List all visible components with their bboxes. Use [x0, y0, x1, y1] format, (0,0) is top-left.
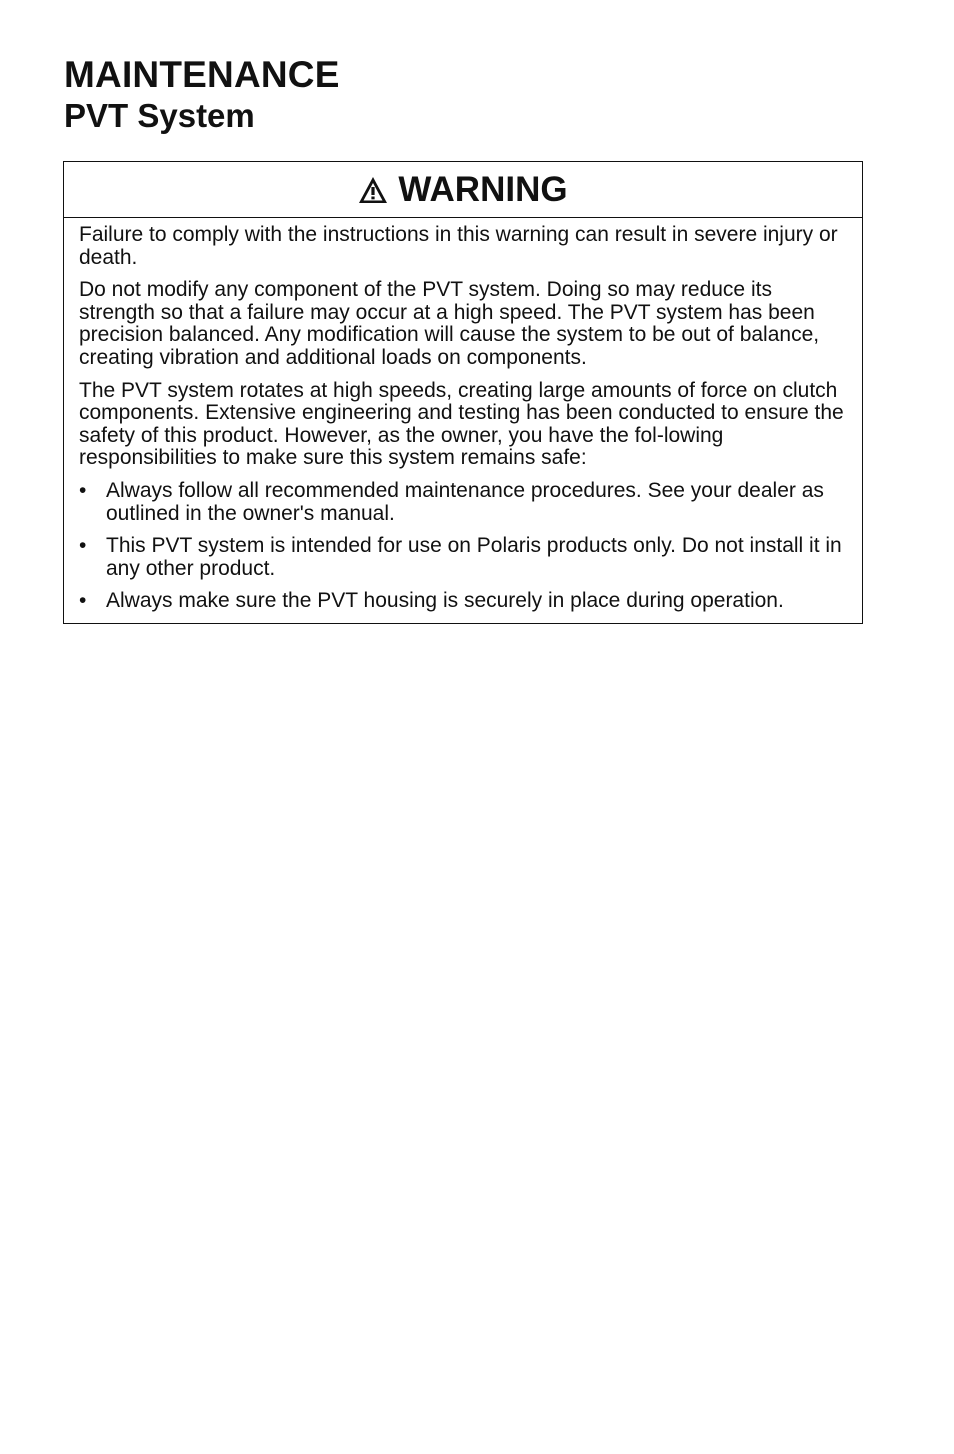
list-item-text: Always make sure the PVT housing is securely in place during operation.	[106, 589, 784, 613]
bullet-marker: •	[79, 589, 87, 613]
section-title: MAINTENANCE	[64, 54, 340, 95]
list-item	[79, 480, 848, 525]
bullet-marker: •	[79, 534, 87, 558]
warning-paragraph-modification: Do not modify any component of the PVT system. Doing so may reduce its strength so that a failure may occur at a high speed. The PVT system has been precision balanced. Any modification will cause the system to be out of balance, creating vibration and additional loads on components.	[79, 278, 820, 369]
warning-triangle-icon	[358, 176, 388, 204]
bullet-marker: •	[79, 478, 87, 502]
list-item	[79, 535, 848, 580]
warning-label: WARNING	[398, 169, 568, 209]
page-header	[64, 54, 340, 136]
list-item-text: Always follow all recommended maintenance procedures. See your dealer as outlined in the owner's manual.	[106, 478, 824, 525]
warning-paragraph-responsibilities: The PVT system rotates at high speeds, creating large amounts of force on clutch components. Extensive engineering and testing has been conducted to ensure the safety of this product. However, as the owner, you have the fol-lowing responsibilities to make sure this system remains safe:	[79, 378, 844, 470]
list-item	[79, 590, 848, 613]
warning-body	[64, 218, 862, 623]
warning-box	[63, 161, 863, 624]
responsibility-list	[79, 480, 848, 613]
list-item-text: This PVT system is intended for use on Polaris products only. Do not install it in any other product.	[106, 534, 842, 580]
subsection-title: PVT System	[64, 97, 255, 134]
warning-header	[64, 162, 862, 218]
warning-paragraph-consequence: Failure to comply with the instructions in this warning can result in severe injury or death.	[79, 223, 838, 269]
